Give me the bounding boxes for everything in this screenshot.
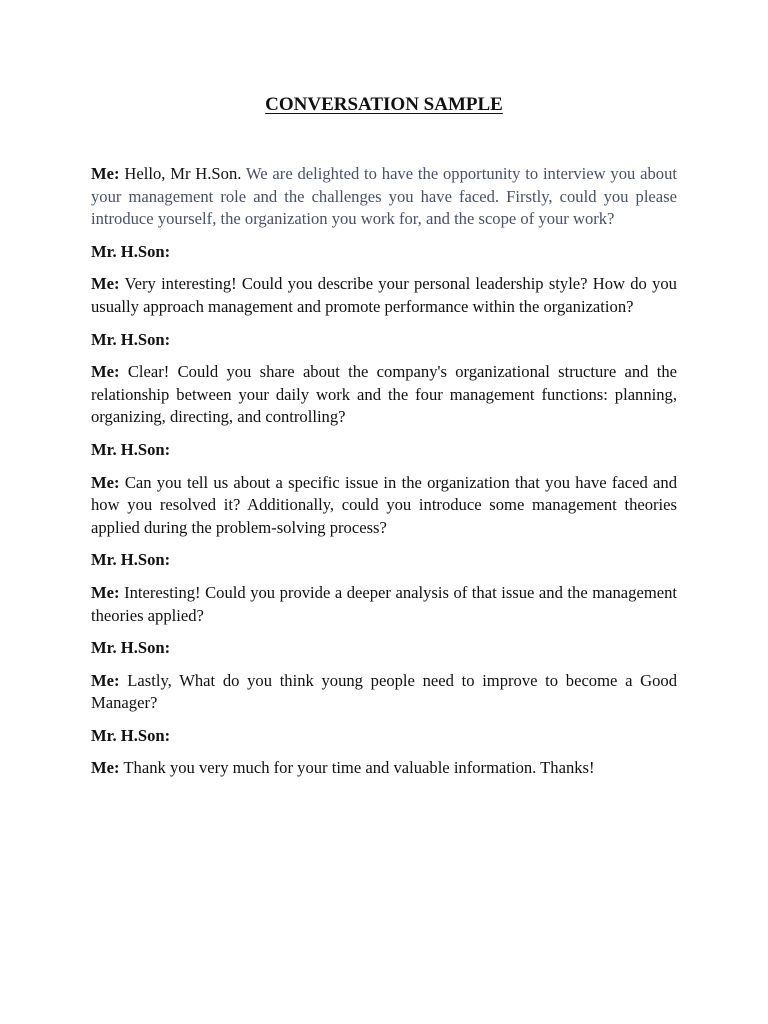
question-1-lead: Hello, Mr H.Son. xyxy=(124,164,242,183)
reply-2: Mr. H.Son: xyxy=(91,329,171,349)
question-4 xyxy=(91,472,677,540)
question-4-text: Can you tell us about a specific issue in the organization that you have faced and how you resolved it? Additionally, could you introduce some management theories applied during the problem-solving process? xyxy=(91,472,677,537)
question-1-text: We are delighted to have the opportunity to interview you about your management role and the challenges you have faced. Firstly, could you please introduce yourself, the organization you work for, and the scope of your work? xyxy=(91,164,677,229)
document-title: CONVERSATION SAMPLE xyxy=(265,94,503,115)
question-3 xyxy=(91,361,677,429)
speaker-me: Me: xyxy=(91,758,120,778)
document-page xyxy=(91,92,677,790)
speaker-me: Me: xyxy=(91,472,120,492)
question-5-text: Interesting! Could you provide a deeper analysis of that issue and the management theories applied? xyxy=(91,582,677,625)
speaker-me: Me: xyxy=(91,670,120,690)
question-6 xyxy=(91,670,677,715)
question-5 xyxy=(91,582,677,627)
closing-remark-text: Thank you very much for your time and valuable information. Thanks! xyxy=(123,758,595,778)
question-3-text: Clear! Could you share about the company's organizational structure and the relationship between your daily work and the four management functions: planning, organizing, directing, and controlling? xyxy=(91,362,677,427)
closing-remark xyxy=(91,757,677,780)
speaker-me: Me: xyxy=(91,164,120,183)
question-6-text: Lastly, What do you think young people need to improve to become a Good Manager? xyxy=(91,670,677,713)
question-2 xyxy=(91,273,677,318)
reply-1: Mr. H.Son: xyxy=(91,241,171,261)
speaker-me: Me: xyxy=(91,274,120,294)
question-2-text: Very interesting! Could you describe your personal leadership style? How do you usually approach management and promote performance within the organization? xyxy=(91,274,677,316)
reply-5: Mr. H.Son: xyxy=(91,638,171,658)
speaker-me: Me: xyxy=(91,582,120,602)
reply-6: Mr. H.Son: xyxy=(91,725,171,745)
question-1 xyxy=(91,163,677,231)
reply-4: Mr. H.Son: xyxy=(91,550,171,570)
reply-3: Mr. H.Son: xyxy=(91,439,171,459)
speaker-me: Me: xyxy=(91,362,120,382)
